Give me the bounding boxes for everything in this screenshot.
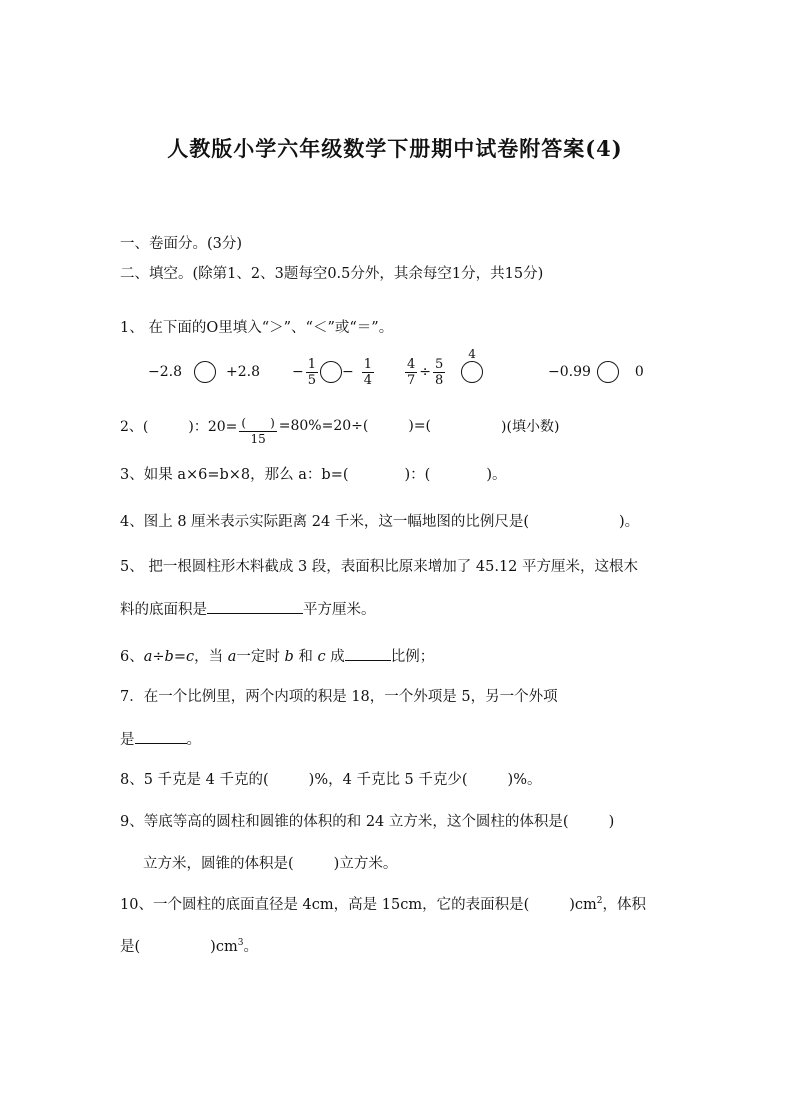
question-5-line-2: 料的底面积是 平方厘米。 xyxy=(120,598,376,619)
section-1: 一、卷面分。(3分) xyxy=(120,236,243,252)
fraction: $\frac{4}{7}$ xyxy=(407,356,416,388)
question-8: 8、5 千克是 4 千克的( )%，4 千克比 5 千克少( )%。 xyxy=(120,772,542,788)
answer-underline[interactable] xyxy=(207,599,303,614)
compare-item-2: − $\frac{1}{5}$ − $\frac{1}{4}$ xyxy=(292,356,373,388)
answer-circle[interactable] xyxy=(194,361,216,383)
fraction: $\frac{1}{4}$ xyxy=(363,356,373,388)
question-2: 2、( )：20= $\frac{( )}{15}$ =80%=20÷( )=( )(填小数) xyxy=(120,416,560,446)
page-title: 人教版小学六年级数学下册期中试卷附答案(4) xyxy=(167,136,623,161)
compare-item-4: −0.99 0 xyxy=(548,352,644,392)
answer-circle[interactable]: 4 xyxy=(461,361,483,383)
question-9-line-1: 9、等底等高的圆柱和圆锥的体积的和 24 立方米，这个圆柱的体积是( ) xyxy=(120,814,615,830)
answer-circle[interactable] xyxy=(597,361,619,383)
fraction: $\frac{5}{8}$ xyxy=(435,356,444,388)
answer-circle[interactable] xyxy=(320,361,342,383)
section-2: 二、填空。(除第1、2、3题每空0.5分外，其余每空1分，共15分) xyxy=(120,266,544,282)
question-4: 4、图上 8 厘米表示实际距离 24 千米，这一幅地图的比例尺是( )。 xyxy=(120,514,640,530)
compare-item-1: −2.8 +2.8 xyxy=(148,352,260,392)
question-3: 3、如果 a×6=b×8，那么 a：b=( )：( )。 xyxy=(120,467,507,483)
answer-underline[interactable] xyxy=(135,729,187,744)
question-7-line-1: 7．在一个比例里，两个内项的积是 18，一个外项是 5，另一个外项 xyxy=(120,689,558,705)
question-6: 6、a÷b=c，当 a一定时 b 和 c 成 比例； xyxy=(120,645,434,666)
question-5-line-1: 5、 把一根圆柱形木料截成 3 段，表面积比原来增加了 45.12 平方厘米，这根木 xyxy=(120,559,639,575)
question-7-line-2: 是 。 xyxy=(120,728,201,749)
question-10-line-2: 是( )$cm^3$。 xyxy=(120,938,258,955)
question-1: 1、 在下面的O里填入“＞”、“＜”或“＝”。 xyxy=(120,320,394,336)
question-10-line-1: 10、一个圆柱的底面直径是 4cm，高是 15cm，它的表面积是( )$cm^2$，体积 xyxy=(120,896,647,913)
compare-item-3: $\frac{4}{7}$ ÷ $\frac{5}{8}$ 4 xyxy=(403,352,487,392)
fraction: $\frac{( )}{15}$ xyxy=(241,416,275,446)
answer-underline[interactable] xyxy=(345,646,391,661)
question-9-line-2: 立方米，圆锥的体积是( )立方米。 xyxy=(143,856,398,872)
fraction: $\frac{1}{5}$ xyxy=(307,356,317,388)
